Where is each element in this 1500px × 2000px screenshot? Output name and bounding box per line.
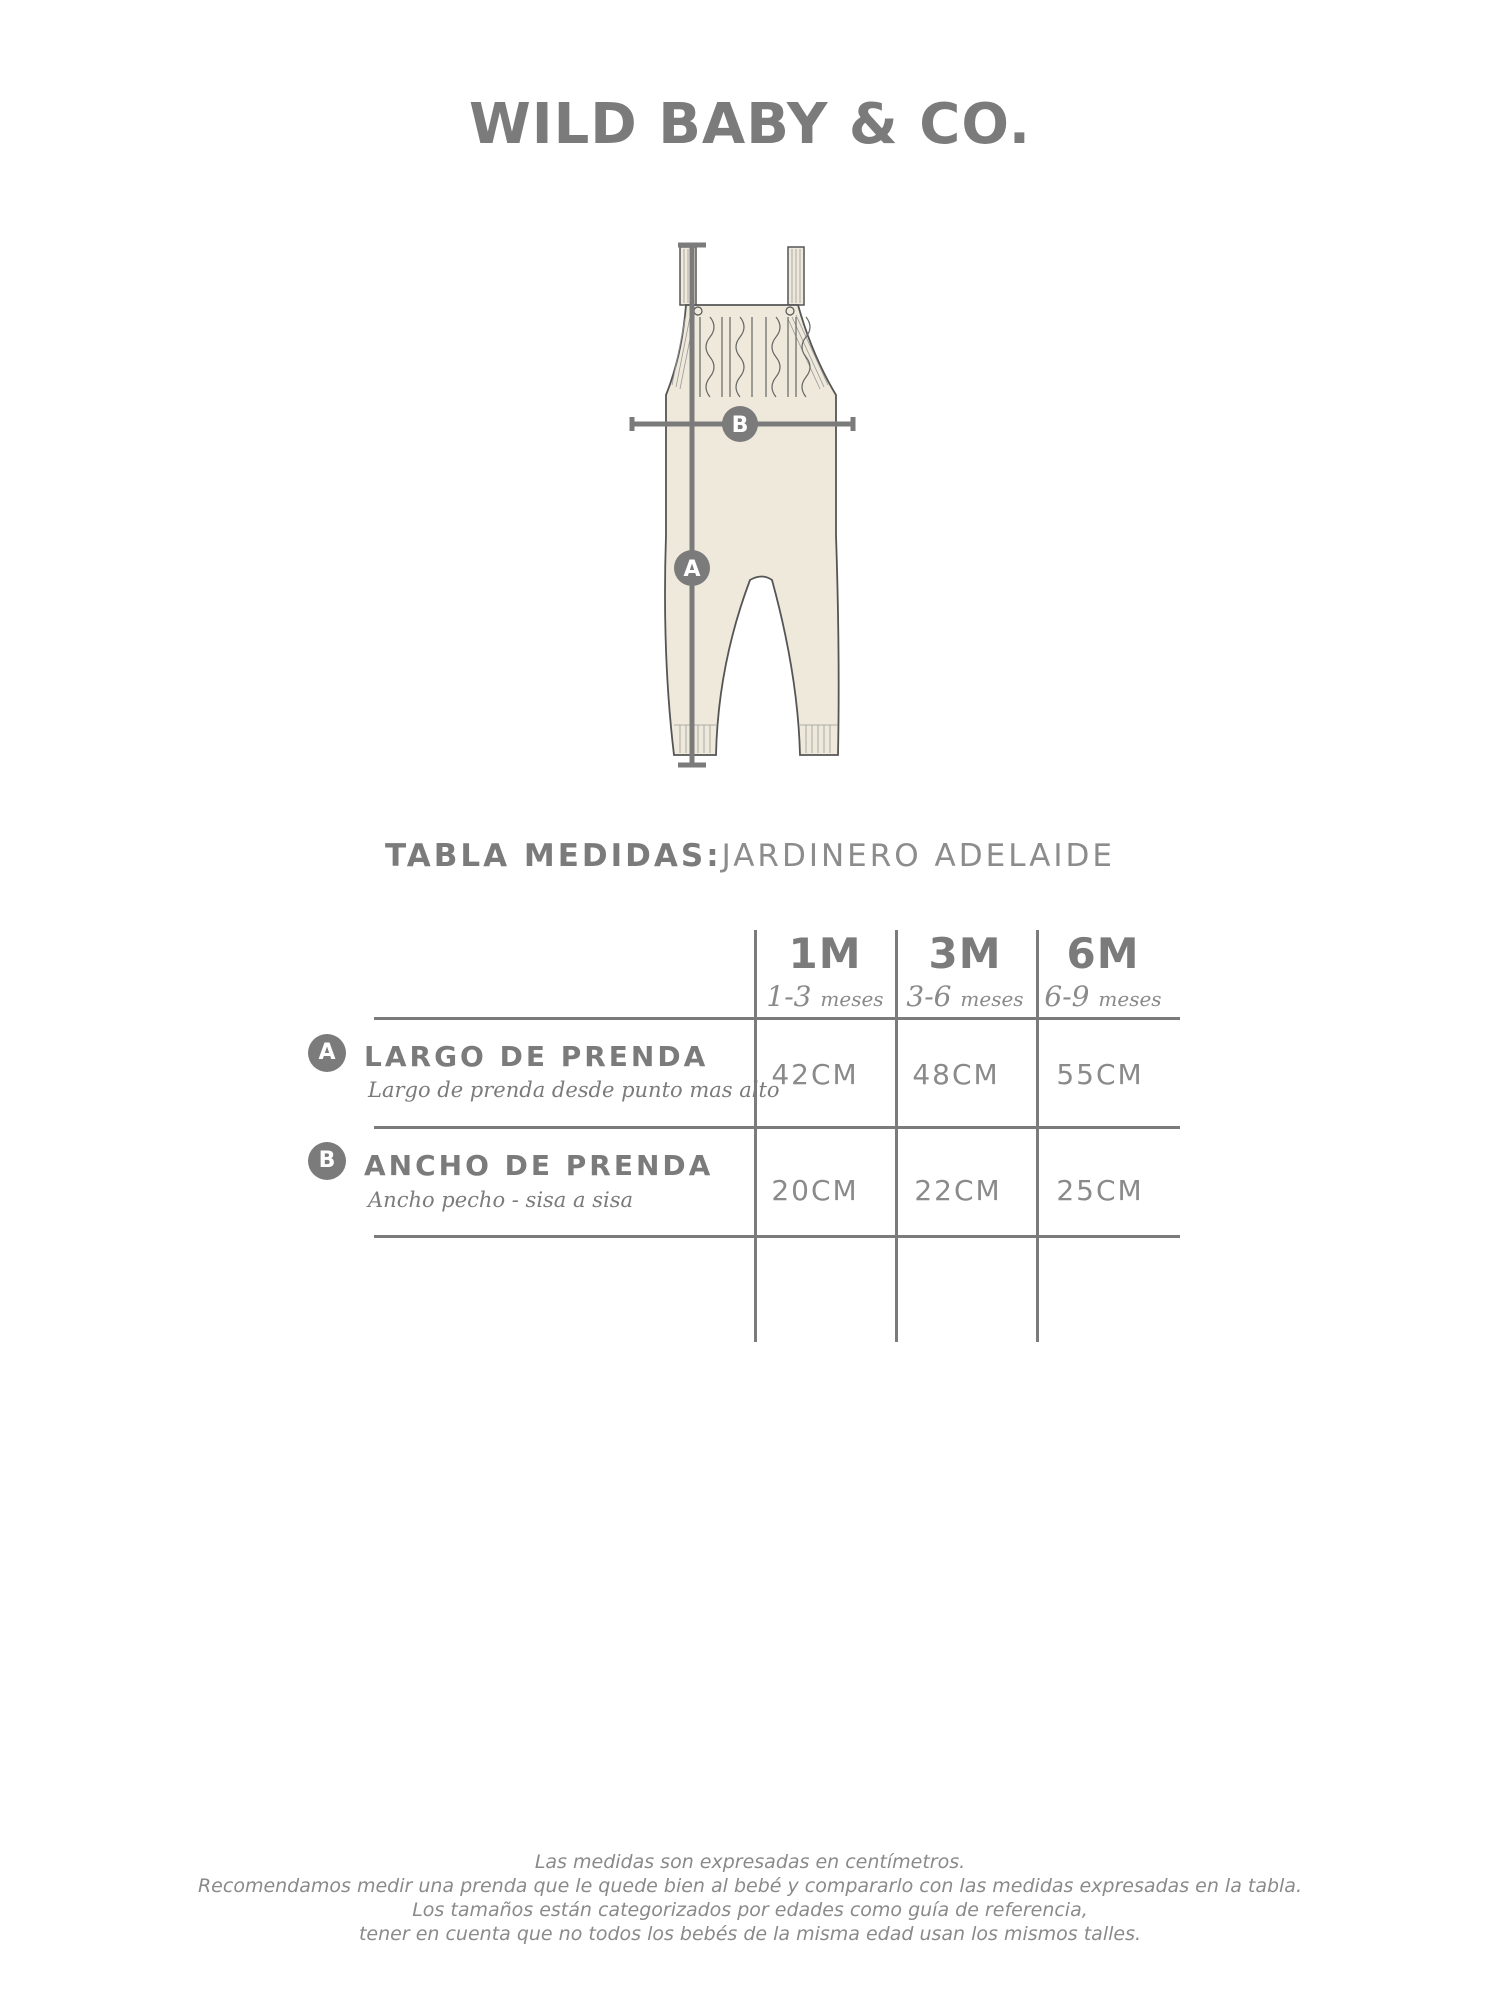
badge-a: A	[308, 1034, 346, 1072]
row-description-largo: Largo de prenda desde punto mas alto	[368, 1078, 780, 1102]
row-divider-2	[374, 1126, 1180, 1129]
button-right	[786, 307, 794, 315]
footnotes	[0, 1850, 1500, 1946]
size-age-range: 1-3 meses	[766, 980, 884, 1013]
value-ancho-3m: 22CM	[914, 1174, 1002, 1207]
size-header-1m	[755, 930, 895, 1018]
size-code: 3M	[928, 929, 1002, 978]
size-header-3m	[895, 930, 1035, 1018]
size-code: 6M	[1066, 929, 1140, 978]
value-ancho-6m: 25CM	[1056, 1174, 1144, 1207]
button-left	[694, 307, 702, 315]
value-ancho-1m: 20CM	[771, 1174, 859, 1207]
table-title-product: JARDINERO ADELAIDE	[721, 838, 1116, 874]
row-description-ancho: Ancho pecho - sisa a sisa	[368, 1188, 633, 1212]
value-largo-1m: 42CM	[771, 1058, 859, 1091]
overalls-illustration	[600, 235, 900, 775]
marker-a-label: A	[683, 557, 701, 582]
marker-b-label: B	[731, 413, 749, 438]
value-largo-3m: 48CM	[912, 1058, 1000, 1091]
footnote-line: Recomendamos medir una prenda que le quede bien al bebé y compararlo con las medidas expresadas en la tabla.	[197, 1875, 1302, 1897]
size-header-6m	[1033, 930, 1173, 1018]
value-largo-6m: 55CM	[1056, 1058, 1144, 1091]
size-age-range: 6-9 meses	[1044, 980, 1162, 1013]
row-label-largo: LARGO DE PRENDA	[364, 1040, 709, 1073]
row-label-ancho: ANCHO DE PRENDA	[364, 1149, 714, 1182]
footnote-line: Las medidas son expresadas en centímetros.	[534, 1851, 966, 1873]
size-age-range: 3-6 meses	[906, 980, 1024, 1013]
brand-title: WILD BABY & CO.	[468, 92, 1032, 157]
table-title-bold: TABLA MEDIDAS:	[384, 838, 722, 874]
table-title	[0, 838, 1500, 874]
size-code: 1M	[788, 929, 862, 978]
row-divider-3	[374, 1235, 1180, 1238]
footnote-line: Los tamaños están categorizados por edades como guía de referencia,	[412, 1899, 1088, 1921]
footnote-line: tener en cuenta que no todos los bebés de la misma edad usan los mismos talles.	[358, 1923, 1142, 1945]
badge-b: B	[308, 1142, 346, 1180]
